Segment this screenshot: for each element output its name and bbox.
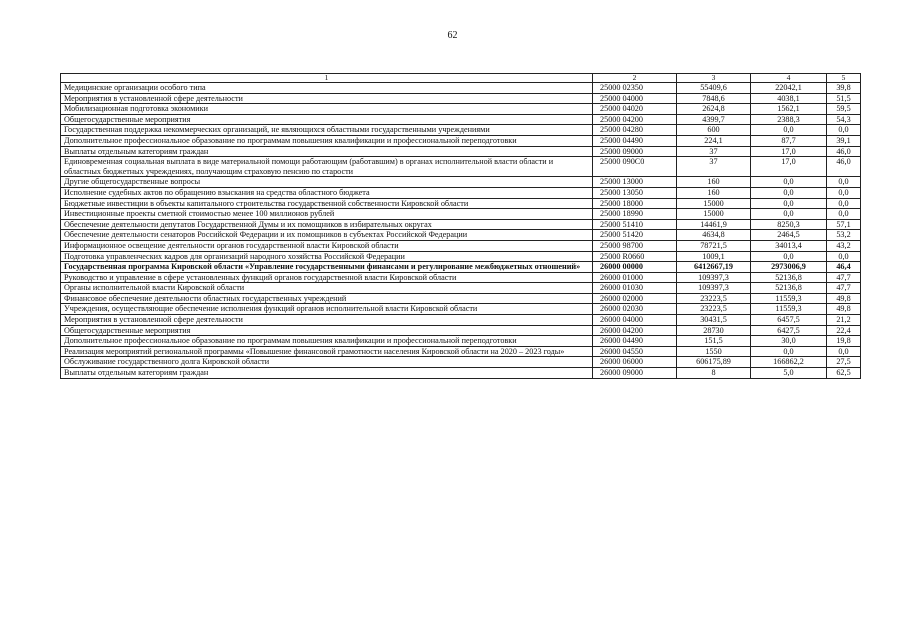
- row-name-cell: Финансовое обеспечение деятельности областных государственных учреждений: [61, 293, 593, 304]
- row-percent-cell: 0,0: [827, 209, 861, 220]
- row-plan-cell: 30431,5: [677, 315, 751, 326]
- row-code-cell: 25000 04000: [593, 93, 677, 104]
- column-header-code: 2: [593, 74, 677, 83]
- row-code-cell: 26000 01000: [593, 272, 677, 283]
- table-row: [61, 83, 861, 94]
- table-row: [61, 368, 861, 379]
- row-percent-cell: 39,8: [827, 83, 861, 94]
- row-plan-cell: 7848,6: [677, 93, 751, 104]
- row-percent-cell: 19,8: [827, 336, 861, 347]
- row-plan-cell: 6412667,19: [677, 262, 751, 273]
- row-actual-cell: 0,0: [751, 346, 827, 357]
- table-row: [61, 283, 861, 294]
- row-percent-cell: 0,0: [827, 251, 861, 262]
- table-row: [61, 230, 861, 241]
- row-percent-cell: 62,5: [827, 368, 861, 379]
- row-percent-cell: 0,0: [827, 125, 861, 136]
- row-percent-cell: 21,2: [827, 315, 861, 326]
- row-code-cell: 25000 13050: [593, 187, 677, 198]
- row-code-cell: 25000 51410: [593, 219, 677, 230]
- row-plan-cell: 2624,8: [677, 104, 751, 115]
- row-plan-cell: 78721,5: [677, 240, 751, 251]
- row-percent-cell: 47,7: [827, 272, 861, 283]
- row-code-cell: 26000 06000: [593, 357, 677, 368]
- row-name-cell: Исполнение судебных актов по обращению взыскания на средства областного бюджета: [61, 187, 593, 198]
- row-code-cell: 25000 09000: [593, 146, 677, 157]
- row-plan-cell: 160: [677, 187, 751, 198]
- table-row: [61, 346, 861, 357]
- row-percent-cell: 43,2: [827, 240, 861, 251]
- row-code-cell: 25000 13000: [593, 177, 677, 188]
- table-row: [61, 357, 861, 368]
- row-name-cell: Государственная программа Кировской области «Управление государственными финансами и регулирование межбюджетных отношений»: [61, 262, 593, 273]
- row-code-cell: 26000 04490: [593, 336, 677, 347]
- table-row: [61, 272, 861, 283]
- row-plan-cell: 224,1: [677, 135, 751, 146]
- table-row: [61, 93, 861, 104]
- row-plan-cell: 151,5: [677, 336, 751, 347]
- row-code-cell: 25000 04020: [593, 104, 677, 115]
- row-name-cell: Обеспечение деятельности депутатов Государственной Думы и их помощников в избирательных округах: [61, 219, 593, 230]
- row-name-cell: Государственная поддержка некоммерческих организаций, не являющихся областными государственными учреждениями: [61, 125, 593, 136]
- table-body: [61, 83, 861, 379]
- row-percent-cell: 46,4: [827, 262, 861, 273]
- row-percent-cell: 47,7: [827, 283, 861, 294]
- row-actual-cell: 34013,4: [751, 240, 827, 251]
- row-percent-cell: 57,1: [827, 219, 861, 230]
- row-actual-cell: 6457,5: [751, 315, 827, 326]
- row-percent-cell: 0,0: [827, 177, 861, 188]
- row-plan-cell: 23223,5: [677, 304, 751, 315]
- row-code-cell: 25000 R0660: [593, 251, 677, 262]
- row-actual-cell: 8250,3: [751, 219, 827, 230]
- row-actual-cell: 166862,2: [751, 357, 827, 368]
- table-row: [61, 336, 861, 347]
- row-name-cell: Подготовка управленческих кадров для организаций народного хозяйства Российской Федерации: [61, 251, 593, 262]
- table-row: [61, 104, 861, 115]
- table-row: [61, 240, 861, 251]
- row-plan-cell: 606175,89: [677, 357, 751, 368]
- row-code-cell: 25000 04490: [593, 135, 677, 146]
- row-name-cell: Общегосударственные мероприятия: [61, 325, 593, 336]
- row-code-cell: 25000 02350: [593, 83, 677, 94]
- row-code-cell: 26000 02030: [593, 304, 677, 315]
- row-name-cell: Мобилизационная подготовка экономики: [61, 104, 593, 115]
- table-row: [61, 198, 861, 209]
- table-row: [61, 135, 861, 146]
- row-name-cell: Другие общегосударственные вопросы: [61, 177, 593, 188]
- table-row: [61, 315, 861, 326]
- row-name-cell: Инвестиционные проекты сметной стоимостью менее 100 миллионов рублей: [61, 209, 593, 220]
- row-name-cell: Мероприятия в установленной сфере деятельности: [61, 315, 593, 326]
- table-header-row: [61, 74, 861, 83]
- row-code-cell: 26000 04550: [593, 346, 677, 357]
- table-row: [61, 187, 861, 198]
- row-name-cell: Дополнительное профессиональное образование по программам повышения квалификации и профессиональной переподготовки: [61, 336, 593, 347]
- row-code-cell: 25000 18000: [593, 198, 677, 209]
- row-actual-cell: 11559,3: [751, 293, 827, 304]
- row-percent-cell: 54,3: [827, 114, 861, 125]
- row-code-cell: 25000 51420: [593, 230, 677, 241]
- budget-table: [60, 73, 861, 379]
- row-percent-cell: 39,1: [827, 135, 861, 146]
- row-code-cell: 26000 02000: [593, 293, 677, 304]
- row-actual-cell: 0,0: [751, 187, 827, 198]
- row-percent-cell: 53,2: [827, 230, 861, 241]
- row-name-cell: Дополнительное профессиональное образование по программам повышения квалификации и профессиональной переподготовки: [61, 135, 593, 146]
- row-name-cell: Бюджетные инвестиции в объекты капитального строительства государственной собственности Кировской области: [61, 198, 593, 209]
- table-row: [61, 125, 861, 136]
- table-row: [61, 209, 861, 220]
- row-name-cell: Руководство и управление в сфере установленных функций органов государственной власти Кировской области: [61, 272, 593, 283]
- row-actual-cell: 2973006,9: [751, 262, 827, 273]
- row-percent-cell: 0,0: [827, 187, 861, 198]
- row-code-cell: 26000 09000: [593, 368, 677, 379]
- row-code-cell: 25000 98700: [593, 240, 677, 251]
- row-name-cell: Медицинские организации особого типа: [61, 83, 593, 94]
- column-header-percent: 5: [827, 74, 861, 83]
- row-code-cell: 26000 04200: [593, 325, 677, 336]
- row-plan-cell: 15000: [677, 198, 751, 209]
- row-name-cell: Мероприятия в установленной сфере деятельности: [61, 93, 593, 104]
- table-row: [61, 325, 861, 336]
- row-percent-cell: 0,0: [827, 346, 861, 357]
- row-name-cell: Выплаты отдельным категориям граждан: [61, 368, 593, 379]
- row-name-cell: Единовременная социальная выплата в виде материальной помощи работающим (работавшим) в органах исполнительной власти области и областных бюджетных учреждениях, получающим страховую пенсию по старости: [61, 157, 593, 177]
- row-actual-cell: 0,0: [751, 209, 827, 220]
- row-name-cell: Обслуживание государственного долга Кировской области: [61, 357, 593, 368]
- row-plan-cell: 14461,9: [677, 219, 751, 230]
- row-plan-cell: 109397,3: [677, 283, 751, 294]
- row-actual-cell: 4038,1: [751, 93, 827, 104]
- row-plan-cell: 23223,5: [677, 293, 751, 304]
- row-actual-cell: 17,0: [751, 146, 827, 157]
- row-name-cell: Органы исполнительной власти Кировской области: [61, 283, 593, 294]
- row-actual-cell: 0,0: [751, 198, 827, 209]
- row-name-cell: Реализация мероприятий региональной программы «Повышение финансовой грамотности населения Кировской области на 2020 – 2023 годы»: [61, 346, 593, 357]
- row-code-cell: 26000 04000: [593, 315, 677, 326]
- row-name-cell: Общегосударственные мероприятия: [61, 114, 593, 125]
- row-plan-cell: 4634,8: [677, 230, 751, 241]
- row-actual-cell: 52136,8: [751, 272, 827, 283]
- row-actual-cell: 30,0: [751, 336, 827, 347]
- row-code-cell: 25000 04280: [593, 125, 677, 136]
- row-percent-cell: 49,8: [827, 304, 861, 315]
- row-percent-cell: 27,5: [827, 357, 861, 368]
- row-actual-cell: 6427,5: [751, 325, 827, 336]
- page-number: 62: [447, 30, 458, 41]
- row-code-cell: 26000 01030: [593, 283, 677, 294]
- row-plan-cell: 160: [677, 177, 751, 188]
- row-plan-cell: 8: [677, 368, 751, 379]
- row-actual-cell: 87,7: [751, 135, 827, 146]
- row-percent-cell: 46,0: [827, 157, 861, 177]
- row-name-cell: Выплаты отдельным категориям граждан: [61, 146, 593, 157]
- row-actual-cell: 2464,5: [751, 230, 827, 241]
- row-actual-cell: 0,0: [751, 125, 827, 136]
- row-name-cell: Обеспечение деятельности сенаторов Российской Федерации и их помощников в субъектах Российской Федерации: [61, 230, 593, 241]
- row-actual-cell: 5,0: [751, 368, 827, 379]
- table-row: [61, 262, 861, 273]
- row-plan-cell: 1009,1: [677, 251, 751, 262]
- row-percent-cell: 49,8: [827, 293, 861, 304]
- row-percent-cell: 59,5: [827, 104, 861, 115]
- row-plan-cell: 37: [677, 157, 751, 177]
- row-actual-cell: 11559,3: [751, 304, 827, 315]
- row-percent-cell: 51,5: [827, 93, 861, 104]
- table-row: [61, 293, 861, 304]
- row-plan-cell: 37: [677, 146, 751, 157]
- row-code-cell: 26000 00000: [593, 262, 677, 273]
- table-row: [61, 219, 861, 230]
- row-plan-cell: 1550: [677, 346, 751, 357]
- row-code-cell: 25000 090С0: [593, 157, 677, 177]
- row-actual-cell: 0,0: [751, 177, 827, 188]
- table-row: [61, 251, 861, 262]
- row-plan-cell: 600: [677, 125, 751, 136]
- row-name-cell: Информационное освещение деятельности органов государственной власти Кировской области: [61, 240, 593, 251]
- table-row: [61, 114, 861, 125]
- table-row: [61, 157, 861, 177]
- row-code-cell: 25000 04200: [593, 114, 677, 125]
- row-percent-cell: 0,0: [827, 198, 861, 209]
- row-plan-cell: 28730: [677, 325, 751, 336]
- row-percent-cell: 22,4: [827, 325, 861, 336]
- row-code-cell: 25000 18990: [593, 209, 677, 220]
- table-row: [61, 304, 861, 315]
- column-header-name: 1: [61, 74, 593, 83]
- row-actual-cell: 0,0: [751, 251, 827, 262]
- row-actual-cell: 22042,1: [751, 83, 827, 94]
- row-actual-cell: 17,0: [751, 157, 827, 177]
- row-name-cell: Учреждения, осуществляющие обеспечение исполнения функций органов исполнительной власти Кировской области: [61, 304, 593, 315]
- row-percent-cell: 46,0: [827, 146, 861, 157]
- column-header-plan: 3: [677, 74, 751, 83]
- row-actual-cell: 2388,3: [751, 114, 827, 125]
- column-header-actual: 4: [751, 74, 827, 83]
- row-plan-cell: 15000: [677, 209, 751, 220]
- table-row: [61, 177, 861, 188]
- row-actual-cell: 1562,1: [751, 104, 827, 115]
- row-plan-cell: 55409,6: [677, 83, 751, 94]
- row-actual-cell: 52136,8: [751, 283, 827, 294]
- row-plan-cell: 4399,7: [677, 114, 751, 125]
- table-row: [61, 146, 861, 157]
- row-plan-cell: 109397,3: [677, 272, 751, 283]
